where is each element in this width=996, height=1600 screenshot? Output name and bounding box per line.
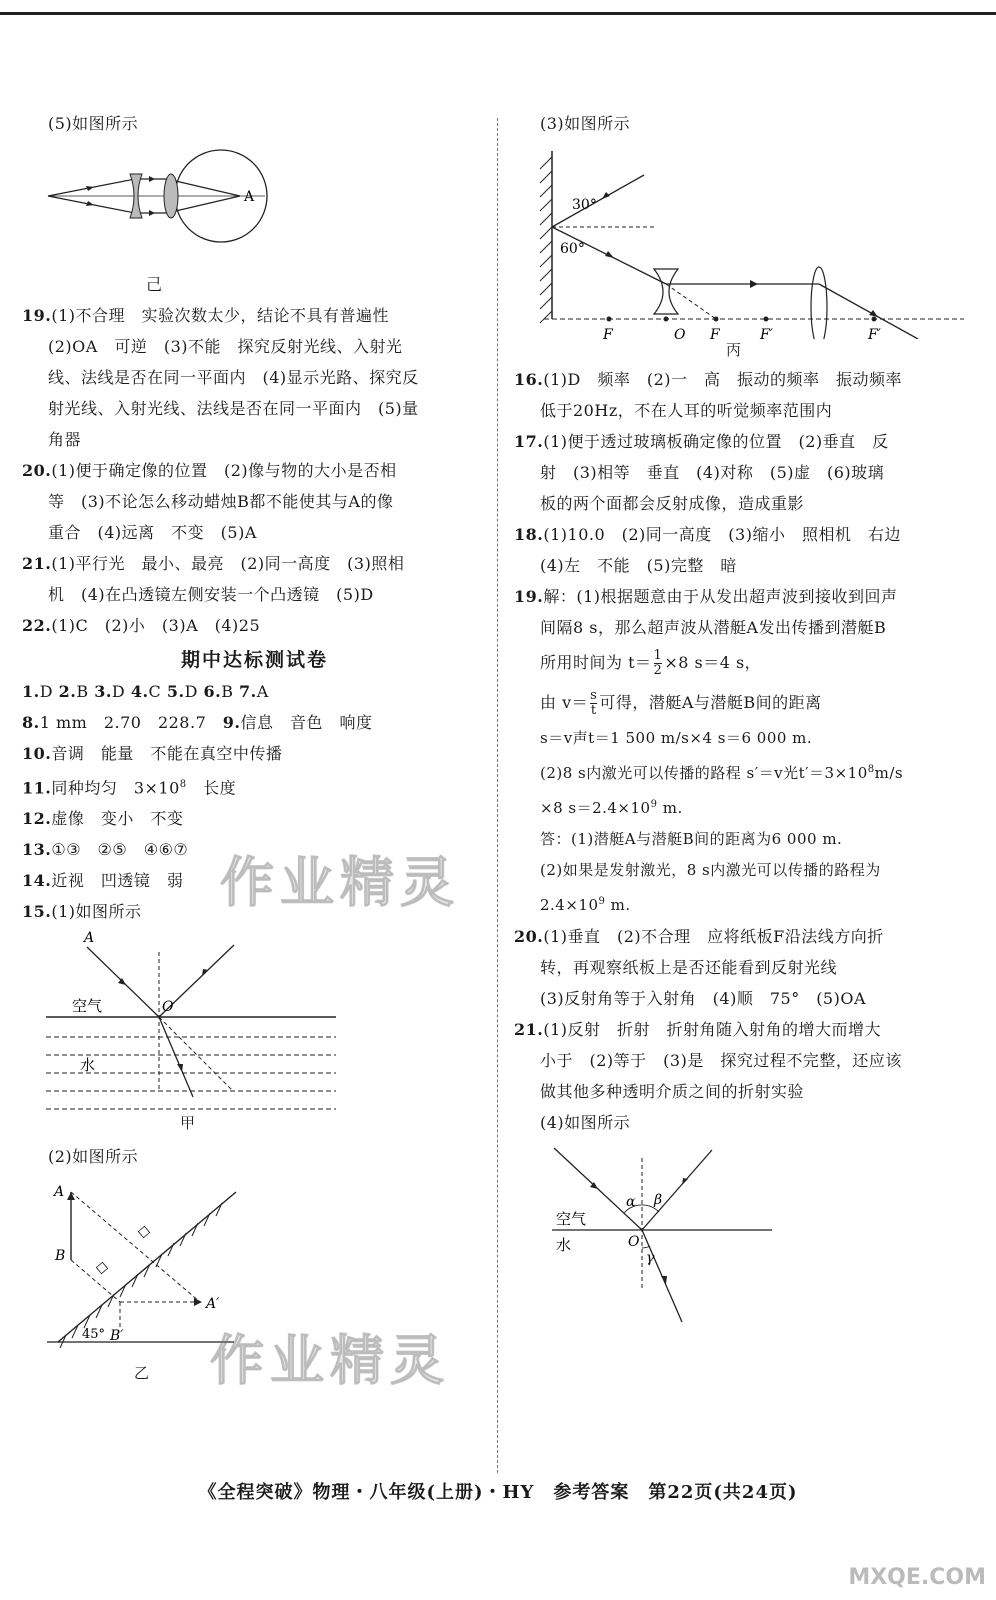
answer-line: [514, 789, 982, 824]
water-label: 水: [80, 1056, 96, 1075]
refraction-diagram-q21: [514, 1138, 982, 1338]
exponent: 9: [650, 799, 658, 810]
question-number: 10.: [22, 744, 52, 763]
watermark-text: 作业精灵: [220, 850, 460, 914]
question-number: 20.: [514, 927, 544, 946]
question-number: 6.: [203, 682, 222, 701]
answer-line: (3)反射角等于入射角 (4)顺 75° (5)OA: [540, 989, 867, 1008]
question-number: 19.: [514, 587, 544, 606]
answer-text: B: [76, 682, 89, 701]
answer-line: (4)如图所示: [540, 1113, 631, 1132]
fraction-denominator: 2: [653, 663, 663, 678]
answer-line: 间隔8 s，那么超声波从潜艇A发出传播到潜艇B: [540, 618, 887, 637]
answer-text: 近视 凹透镜 弱: [51, 871, 184, 891]
answer-line: (4)左 不能 (5)完整 暗: [540, 556, 737, 575]
focus-f-prime-label: F′: [868, 327, 881, 339]
answer-text: A: [256, 682, 269, 701]
fig-ji-caption: 己: [146, 275, 163, 294]
left-column: [22, 108, 487, 1383]
angle-alpha-label: α: [626, 1194, 636, 1210]
answer-line: (2)OA 可逆 (3)不能 探究反射光线、入射光: [48, 337, 403, 356]
answer-text: C: [148, 682, 162, 701]
question-number: 7.: [239, 682, 257, 701]
answer-22-left: [22, 610, 487, 641]
answer-text: m.: [605, 896, 631, 914]
answer-line: 小于 (2)等于 (3)是 探究过程不完整，还应该: [540, 1051, 902, 1070]
focus-f-label: F: [603, 327, 613, 339]
answer-line: 射光线、入射光线、法线是否在同一平面内 (5)量: [48, 399, 419, 418]
answer-text: D: [39, 682, 54, 701]
answer-line: 机 (4)在凸透镜左侧安装一个凸透镜 (5)D: [48, 585, 374, 604]
answer-text: m.: [657, 799, 683, 817]
answer-19-right: [514, 581, 982, 921]
answer-21-left: [22, 548, 487, 610]
point-o-label: O: [628, 1234, 640, 1250]
angle-beta-label: β: [654, 1192, 663, 1208]
question-number: 3.: [94, 682, 112, 701]
question-number: 22.: [22, 616, 52, 635]
question-number: 17.: [514, 432, 544, 451]
answer-line: 转，再观察纸板上是否还能看到反射光线: [540, 958, 838, 977]
answer-line: s＝v声t＝1 500 m/s×4 s＝6 000 m.: [540, 729, 813, 747]
answer-line: 做其他多种透明介质之间的折射实验: [540, 1082, 805, 1101]
fraction-half: [654, 649, 663, 678]
answer-line: 射 (3)相等 垂直 (4)对称 (5)虚 (6)玻璃: [540, 463, 885, 482]
answer-line: [514, 754, 982, 789]
watermark-text: 作业精灵: [210, 1328, 450, 1392]
answer-20-left: [22, 455, 487, 548]
point-b-prime-label: B′: [110, 1328, 124, 1345]
answer-text: (2)8 s内激光可以传播的路程 s′＝v光t′＝3×10: [540, 764, 868, 782]
answer-line: (1)不合理 实验次数太少，结论不具有普遍性: [51, 306, 390, 325]
column-divider: [497, 118, 498, 1473]
question-number: 15.: [22, 902, 52, 922]
answer-19-left: [22, 300, 487, 455]
air-label: 空气: [556, 1210, 587, 1228]
question-number: 21.: [22, 554, 52, 573]
answer-text: 2.4×10: [540, 896, 599, 914]
answer-text: ×8 s＝4 s，: [664, 653, 762, 672]
angle-gamma-label: γ: [646, 1250, 655, 1266]
exponent: 8: [867, 764, 875, 775]
answer-18: [514, 519, 982, 581]
question-number: 5.: [166, 682, 185, 701]
exponent: 8: [179, 779, 187, 790]
question-number: 11.: [22, 778, 52, 798]
focus-f-prime-label: F′: [760, 327, 773, 339]
answer-text: D: [111, 682, 126, 701]
answer-text: ×8 s＝2.4×10: [540, 799, 651, 817]
point-a-label: A: [84, 930, 95, 947]
angle-30-label: 30°: [572, 197, 597, 213]
fig-ji-heading: (5)如图所示: [48, 114, 139, 133]
right-column: [514, 108, 982, 1338]
question-number: 1.: [22, 682, 40, 701]
answer-text: (1)C (2)小 (3)A (4)25: [51, 616, 261, 635]
answer-12: [22, 803, 487, 834]
eye-diagram-ji: [22, 139, 487, 269]
answer-line: 板的两个面都会反射成像，造成重影: [540, 494, 805, 513]
question-number: 12.: [22, 809, 52, 829]
answer-line: 线、法线是否在同一平面内 (4)显示光路、探究反: [48, 368, 419, 387]
answer-text: 长度: [186, 778, 237, 798]
answer-text: 由 v＝: [540, 693, 589, 712]
air-label: 空气: [72, 997, 103, 1016]
point-o-label: O: [674, 327, 686, 339]
answer-line: (2)如果是发射激光，8 s内激光可以传播的路程为: [540, 861, 881, 879]
answer-text: 同种均匀 3×10: [51, 778, 180, 798]
answer-line: (1)10.0 (2)同一高度 (3)缩小 照相机 右边: [543, 525, 901, 544]
answer-text: 可得，潜艇A与潜艇B间的距离: [599, 693, 822, 712]
question-number: 21.: [514, 1020, 544, 1039]
fraction-numerator: s: [590, 688, 598, 703]
answer-11: [22, 769, 487, 803]
answer-text: ①③ ②⑤ ④⑥⑦: [51, 840, 189, 860]
point-o-label: O: [162, 999, 174, 1016]
refraction-diagram-jia: [22, 927, 487, 1112]
answer-text: B: [221, 682, 234, 701]
answer-line: 重合 (4)远离 不变 (5)A: [48, 523, 257, 542]
answer-line: (1)平行光 最小、最亮 (2)同一高度 (3)照相: [51, 554, 405, 573]
answer-line: (1)便于透过玻璃板确定像的位置 (2)垂直 反: [543, 432, 889, 451]
question-number: 14.: [22, 871, 52, 891]
point-a-label: A: [54, 1184, 65, 1201]
angle-45-label: 45°: [82, 1327, 106, 1343]
fig-yi-caption: 乙: [134, 1364, 150, 1383]
page-footer: 《全程突破》物理・八年级(上册)・HY 参考答案 第22页(共24页): [198, 1482, 798, 1503]
question-number: 16.: [514, 370, 544, 389]
point-a-label: A: [244, 189, 255, 205]
point-a-prime-label: A′: [206, 1296, 220, 1313]
question-number: 19.: [22, 306, 52, 325]
angle-60-label: 60°: [560, 241, 585, 257]
answer-line-fraction: [514, 643, 982, 683]
question-number: 4.: [130, 682, 149, 701]
section-title: 期中达标测试卷: [180, 649, 328, 671]
answer-line: (1)反射 折射 折射角随入射角的增大而增大: [543, 1020, 882, 1039]
answer-line: (1)便于确定像的位置 (2)像与物的大小是否相: [51, 461, 397, 480]
answer-line: (1)D 频率 (2)一 高 振动的频率 振动频率: [543, 370, 903, 389]
answer-text: 信息 音色 响度: [240, 713, 373, 732]
site-watermark: MXQE.COM: [848, 1565, 986, 1590]
focus-f-label: F: [710, 327, 720, 339]
question-number: 9.: [222, 713, 241, 732]
answer-text: 虚像 变小 不变: [51, 809, 184, 829]
top-rule: [0, 12, 996, 15]
answer-line: 答：(1)潜艇A与潜艇B间的距离为6 000 m.: [540, 830, 843, 848]
fraction-numerator: 1: [653, 648, 663, 663]
answer-text: 音调 能量 不能在真空中传播: [51, 744, 283, 763]
answer-text: 1 mm 2.70 228.7: [39, 713, 207, 732]
fig-bing-caption: 丙: [726, 341, 742, 359]
fraction-s-over-t: [590, 689, 597, 718]
answer-line: 解：(1)根据题意由于从发出超声波到接收到回声: [543, 587, 898, 606]
answer-10: [22, 738, 487, 769]
question-number: 2.: [58, 682, 77, 701]
question-number: 18.: [514, 525, 544, 544]
answer-line: [514, 886, 982, 921]
fig-bing-heading: (3)如图所示: [540, 114, 631, 133]
lens-diagram-bing: [514, 139, 982, 339]
question-number: 20.: [22, 461, 52, 480]
answer-line: 等 (3)不论怎么移动蜡烛B都不能使其与A的像: [48, 492, 394, 511]
fig-jia-caption: 甲: [180, 1114, 196, 1133]
answer-text: D: [184, 682, 198, 701]
answer-text: (1)如图所示: [51, 902, 142, 922]
question-number: 8.: [22, 713, 40, 732]
answer-20-right: [514, 921, 982, 1014]
answer-line: 角器: [48, 430, 82, 449]
answer-line: 低于20Hz，不在人耳的听觉频率范围内: [540, 401, 833, 420]
fig-yi-heading: (2)如图所示: [48, 1147, 139, 1167]
multiple-choice-answers: [22, 676, 487, 707]
answer-21-right: [514, 1014, 982, 1138]
answer-line-fraction: [514, 683, 982, 723]
exponent: 9: [598, 896, 606, 907]
answer-16: [514, 364, 982, 426]
water-label: 水: [556, 1236, 572, 1254]
question-number: 13.: [22, 840, 52, 860]
answer-line: (1)垂直 (2)不合理 应将纸板F沿法线方向折: [543, 927, 884, 946]
answer-17: [514, 426, 982, 519]
fraction-denominator: t: [590, 703, 597, 718]
answer-8-9: [22, 707, 487, 738]
point-b-label: B: [55, 1248, 66, 1265]
answer-text: m/s: [874, 764, 904, 782]
answer-text: 所用时间为 t＝: [540, 653, 652, 672]
